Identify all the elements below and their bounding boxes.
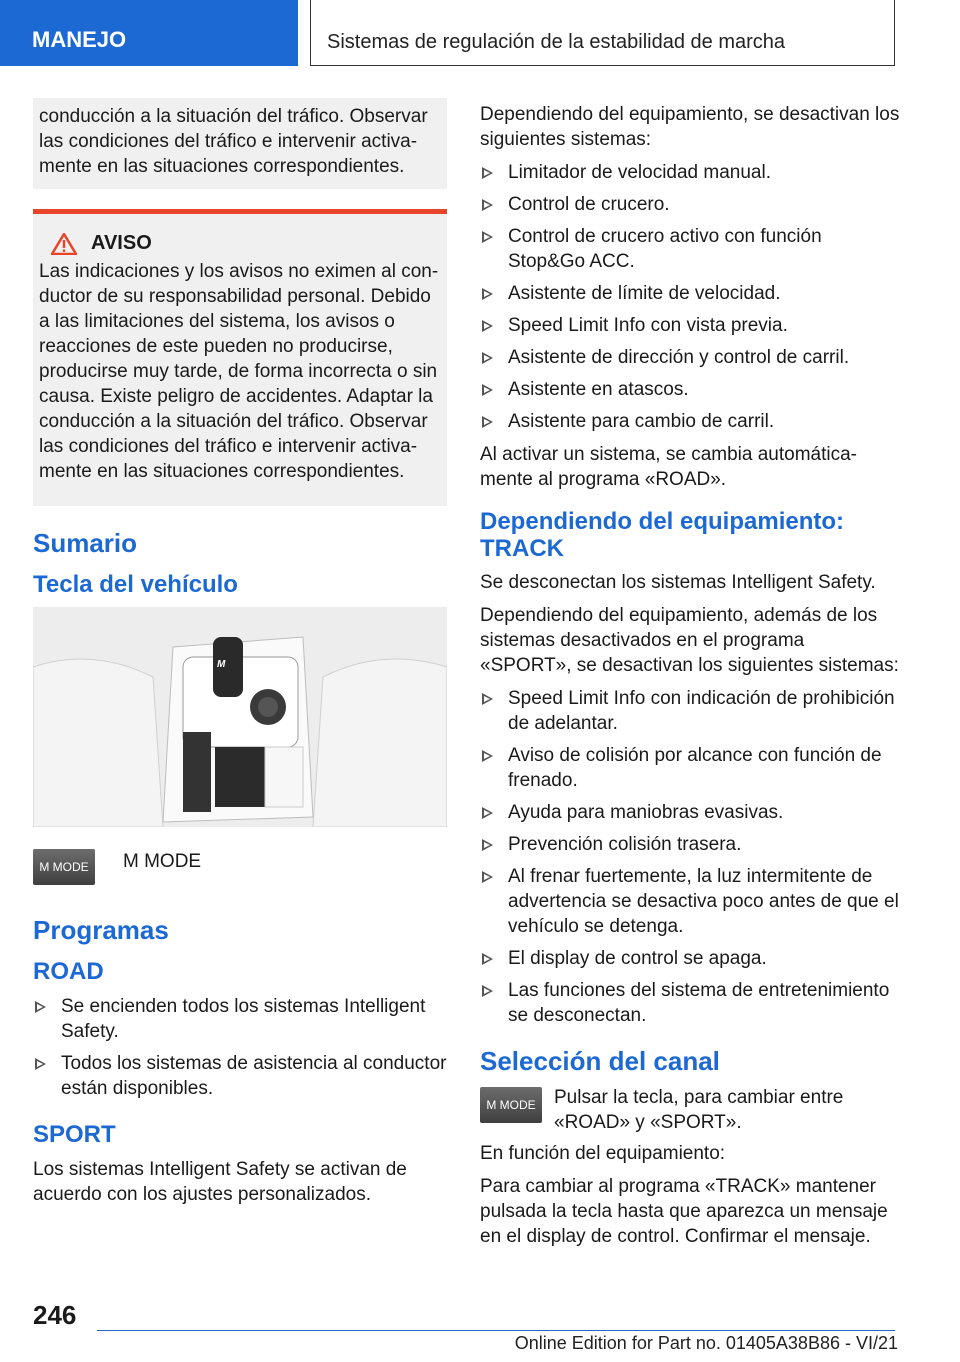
list-item: Control de crucero activo con función Stop&Go ACC. bbox=[480, 224, 900, 274]
warning-icon bbox=[51, 233, 77, 255]
list-item: Asistente de dirección y control de carril. bbox=[480, 345, 900, 370]
m-mode-button-icon: M MODE bbox=[33, 849, 95, 885]
bullet-triangle-icon bbox=[35, 1058, 46, 1070]
list-item: Asistente en atascos. bbox=[480, 377, 900, 402]
bullet-triangle-icon bbox=[482, 953, 493, 965]
bullet-triangle-icon bbox=[482, 288, 493, 300]
road-heading: ROAD bbox=[33, 958, 104, 985]
list-item: Se encienden todos los sistemas Intelligent Safety. bbox=[33, 994, 447, 1044]
page-header bbox=[0, 0, 960, 66]
list-item: Todos los sistemas de asistencia al conductor están disponibles. bbox=[33, 1051, 447, 1101]
bullet-triangle-icon bbox=[482, 352, 493, 364]
list-item: Las funciones del sistema de entretenimiento se desconectan. bbox=[480, 978, 900, 1028]
track-text-2: Dependiendo del equipamiento, además de los sistemas desactivados en el programa «SPORT», se desactivan los siguientes sistemas: bbox=[480, 605, 899, 676]
programas-heading: Programas bbox=[33, 915, 169, 945]
list-item: Prevención colisión trasera. bbox=[480, 832, 900, 857]
page-number: 246 bbox=[33, 1300, 77, 1330]
warning-header bbox=[51, 232, 439, 255]
sumario-heading: Sumario bbox=[33, 528, 138, 558]
bullet-triangle-icon bbox=[482, 384, 493, 396]
list-item: Asistente para cambio de carril. bbox=[480, 409, 900, 434]
bullet-triangle-icon bbox=[482, 750, 493, 762]
bullet-triangle-icon bbox=[482, 693, 493, 705]
left-column bbox=[33, 98, 447, 1215]
note-box bbox=[33, 98, 447, 189]
bullet-triangle-icon bbox=[482, 199, 493, 211]
bullet-triangle-icon bbox=[482, 416, 493, 428]
road-list bbox=[33, 994, 447, 1101]
sport-text: Los sistemas Intelligent Safety se activan de acuerdo con los ajustes personalizados. bbox=[33, 1159, 407, 1205]
deactivated-systems-list bbox=[480, 160, 900, 434]
list-item: Limitador de velocidad manual. bbox=[480, 160, 900, 185]
list-item: Al frenar fuertemente, la luz intermitente de advertencia se desactiva poco antes de que el vehículo se detenga. bbox=[480, 864, 900, 939]
list-item: Speed Limit Info con indicación de prohibición de adelantar. bbox=[480, 686, 900, 736]
track-heading: Dependiendo del equipamiento: TRACK bbox=[480, 508, 845, 562]
bullet-triangle-icon bbox=[482, 167, 493, 179]
svg-text:M: M bbox=[217, 659, 226, 670]
canal-text-3: Para cambiar al programa «TRACK» mantener pulsada la tecla hasta que aparezca un mensaje en el display de control. Confirmar el mensaje. bbox=[480, 1176, 888, 1247]
bullet-triangle-icon bbox=[482, 839, 493, 851]
m-mode-label: M MODE bbox=[123, 851, 202, 872]
list-item: Asistente de límite de velocidad. bbox=[480, 281, 900, 306]
vehicle-console-photo bbox=[33, 607, 447, 827]
tecla-heading: Tecla del vehículo bbox=[33, 571, 238, 598]
bullet-triangle-icon bbox=[482, 231, 493, 243]
bullet-triangle-icon bbox=[482, 807, 493, 819]
bullet-triangle-icon bbox=[482, 320, 493, 332]
intro-text: Dependiendo del equipamiento, se desactivan los siguientes sistemas: bbox=[480, 104, 900, 150]
list-item: Aviso de colisión por alcance con función de frenado. bbox=[480, 743, 900, 793]
track-list bbox=[480, 686, 900, 1028]
warning-text: Las indicaciones y los avisos no eximen al conductor de su responsabilidad personal. Debido a las limitaciones del sistema, los avisos o reacciones de este pueden no producirse, producirse muy tarde, de forma incorrecta o sin causa. Existe peligro de accidentes. Adaptar la conducción a la situación del tráfico. Observar las condiciones del tráfico e intervenir activamente en las situaciones correspondientes. bbox=[39, 261, 439, 482]
canal-text-2: En función del equipamiento: bbox=[480, 1143, 726, 1164]
after-items-text: Al activar un sistema, se cambia automáticamente al programa «ROAD». bbox=[480, 444, 857, 490]
note-text: conducción a la situación del tráfico. Observar las condiciones del tráfico e intervenir activamente en las situaciones correspondientes. bbox=[39, 106, 428, 177]
m-mode-button-icon: M MODE bbox=[480, 1087, 542, 1123]
track-text-1: Se desconectan los sistemas Intelligent Safety. bbox=[480, 572, 876, 593]
bullet-triangle-icon bbox=[35, 1001, 46, 1013]
list-item: Ayuda para maniobras evasivas. bbox=[480, 800, 900, 825]
footer-divider bbox=[97, 1330, 895, 1331]
chapter-title: Sistemas de regulación de la estabilidad de marcha bbox=[310, 0, 895, 66]
warning-box bbox=[33, 209, 447, 506]
bullet-triangle-icon bbox=[482, 985, 493, 997]
sport-heading: SPORT bbox=[33, 1121, 116, 1148]
canal-text: Pulsar la tecla, para cambiar entre «ROAD» y «SPORT». bbox=[554, 1087, 844, 1133]
edition-text: Online Edition for Part no. 01405A38B86 - VI/21 bbox=[514, 1333, 898, 1353]
bullet-triangle-icon bbox=[482, 871, 493, 883]
warning-title: AVISO bbox=[91, 232, 152, 254]
list-item: El display de control se apaga. bbox=[480, 946, 900, 971]
right-column bbox=[480, 102, 900, 1257]
section-tab: MANEJO bbox=[0, 0, 298, 66]
list-item: Speed Limit Info con vista previa. bbox=[480, 313, 900, 338]
canal-key-row bbox=[480, 1085, 900, 1135]
canal-heading: Selección del canal bbox=[480, 1046, 720, 1076]
list-item: Control de crucero. bbox=[480, 192, 900, 217]
mmode-key-row bbox=[33, 849, 447, 885]
